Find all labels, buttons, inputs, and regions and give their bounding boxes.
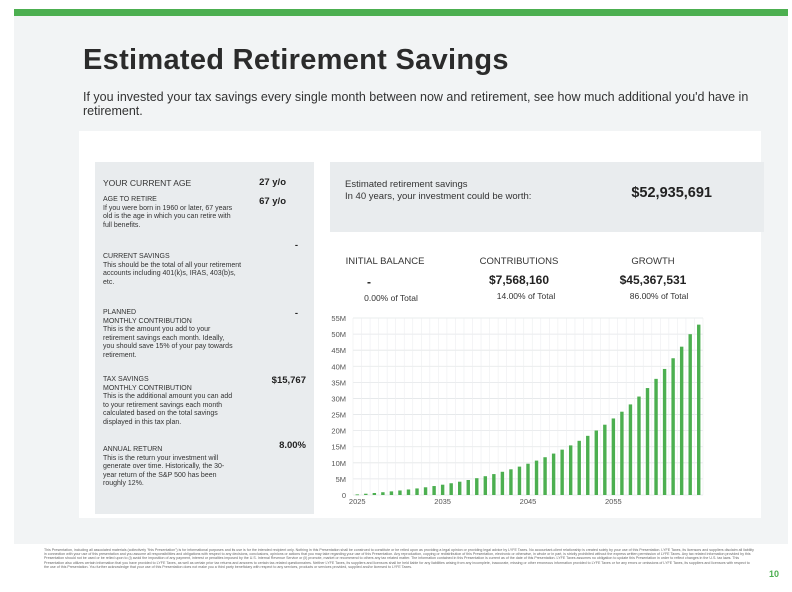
stat-growth-value: $45,367,531 — [619, 273, 687, 287]
stat-growth-head: GROWTH — [631, 256, 675, 267]
annual-return-desc: This is the return your investment will generate over time. Historically, the 30-year return of the S&P 500 has been roughly 12%. — [103, 454, 225, 488]
planned-contribution-value: - — [294, 308, 298, 319]
chart-bar — [441, 485, 444, 495]
chart-bar — [398, 490, 401, 495]
chart-bar — [612, 418, 615, 495]
chart-bar — [569, 445, 572, 495]
chart-bar — [415, 488, 418, 495]
inputs-panel — [95, 162, 314, 514]
chart-bar — [407, 489, 410, 495]
chart-bar — [432, 486, 435, 495]
chart-bar — [586, 436, 589, 495]
y-tick-label: 25M — [331, 410, 346, 420]
annual-return-value: 8.00% — [279, 440, 306, 451]
chart-bar — [449, 483, 452, 495]
current-savings-desc: This should be the total of all your retirement accounts including 401(k)s, IRAS, 403(b)s, etc. — [103, 261, 242, 286]
chart-bar — [467, 480, 470, 495]
chart-bar — [373, 493, 376, 495]
current-age-value: 27 y/o — [259, 177, 286, 188]
tax-savings-label: TAX SAVINGS — [103, 376, 149, 383]
top-accent-bar — [14, 9, 788, 16]
chart-bar — [654, 379, 657, 495]
stat-growth — [603, 256, 703, 301]
current-age-label: YOUR CURRENT AGE — [103, 178, 192, 188]
chart-bar — [475, 478, 478, 495]
chart-bar — [637, 397, 640, 495]
y-tick-label: 40M — [331, 362, 346, 372]
current-savings-block — [103, 253, 243, 287]
tax-savings-desc: This is the additional amount you can add to your retirement savings each month calculated based on the total savings displayed in this tax plan. — [103, 393, 233, 426]
y-tick-label: 10M — [331, 458, 346, 468]
tax-savings-block — [103, 376, 233, 428]
result-label — [345, 179, 531, 203]
page-number: 10 — [769, 569, 780, 579]
chart-bar — [458, 482, 461, 495]
chart-bar — [603, 425, 606, 495]
chart-bar — [501, 472, 504, 495]
y-tick-label: 5M — [335, 474, 346, 484]
result-label-line1: Estimated retirement savings — [345, 179, 468, 190]
stat-initial-value: - — [367, 275, 371, 289]
y-tick-label: 0 — [341, 491, 346, 500]
chart-bar — [381, 492, 384, 495]
chart-bar — [663, 369, 666, 495]
chart-bar — [671, 358, 674, 495]
savings-growth-chart — [326, 308, 716, 508]
chart-bar — [560, 450, 563, 495]
chart-bar — [620, 412, 623, 495]
x-tick-label: 2045 — [519, 497, 537, 506]
chart-bar — [424, 487, 427, 495]
stat-contributions — [470, 256, 568, 301]
result-box — [330, 162, 764, 232]
annual-return-label: ANNUAL RETURN — [103, 446, 163, 453]
result-label-line2: In 40 years, your investment could be worth: — [345, 191, 532, 202]
chart-bar — [535, 461, 538, 495]
chart-bar — [688, 334, 691, 495]
y-axis-ticks — [331, 314, 346, 500]
stat-contributions-head: CONTRIBUTIONS — [479, 256, 559, 267]
chart-bar — [518, 467, 521, 495]
chart-bar — [578, 441, 581, 495]
age-to-retire-value: 67 y/o — [259, 196, 286, 207]
y-tick-label: 55M — [331, 314, 346, 323]
chart-bar — [492, 474, 495, 495]
stat-initial — [336, 256, 434, 303]
y-tick-label: 35M — [331, 378, 346, 388]
chart-bar — [680, 347, 683, 495]
chart-bar — [356, 494, 359, 495]
y-tick-label: 30M — [331, 394, 346, 404]
age-to-retire-label: AGE TO RETIRE — [103, 196, 157, 203]
chart-bar — [552, 454, 555, 495]
current-savings-value: - — [294, 240, 298, 251]
result-value: $52,935,691 — [631, 185, 712, 201]
y-tick-label: 15M — [331, 442, 346, 452]
planned-contribution-block — [103, 309, 233, 361]
stat-contributions-value: $7,568,160 — [488, 273, 550, 287]
annual-return-block — [103, 446, 233, 489]
disclaimer-text: This Presentation, including all associated materials (collectively "this Presentation") is for informational purposes and its use is for the intended recipient only. Nothing in this Presentation shall be construed to constitute or be relied upon as providing a legal opinion or providing legal advice by LYFE Taxes. No accountant-client relationship is created solely by your use of this Presentation. LYFE Taxes, its licensors and suppliers disclaim all liability in connection with your use of this presentation and you assume all responsibilities and obligations with respect to any decisions, conclusions, opinions or actions that you may take regarding your use of this Presentation. Any reproduction, copying or redistribution of this Presentation, electronic or otherwise, in whole or in part, is strictly prohibited without the express written permission of LYFE Taxes. Any tax related information provided by this Presentation should not be used or be relied upon to (i) avoid the imposition of any payment, interest or penalties imposed by the U.S. Internal Revenue Service or (ii) promote, market or recommend to others any tax related matter. The information contained in this Presentation is current as of the date of this Presentation. LYFE Taxes assumes no obligation to update this Presentation in order to reflect changes in the U.S. tax laws. This Presentation also utilizes certain information that you have provided to LYFE Taxes, as well as certain prior tax returns and answers to certain tax-related questionnaires. Neither LYFE Taxes, its suppliers and licensors shall be held liable for any liabilities arising from any incomplete, inaccurate, missing or other erroneous information provided to LYFE Taxes or for any errors or omissions of LYFE Taxes, its suppliers and licensors with respect to the use of this Presentation. You further acknowledge that your use of this Presentation does not make you a third party beneficiary with respect to any services, products or services provided, supplied and/or licensed to LYFE Taxes. — [44, 548, 754, 569]
x-tick-label: 2035 — [434, 497, 451, 506]
x-tick-label: 2025 — [348, 497, 366, 506]
planned-label-2: MONTHLY CONTRIBUTION — [103, 317, 192, 325]
chart-bar — [484, 476, 487, 495]
x-tick-label: 2055 — [605, 497, 622, 506]
chart-bar — [509, 469, 512, 495]
y-tick-label: 50M — [331, 330, 346, 340]
tax-savings-label-2: MONTHLY CONTRIBUTION — [103, 384, 192, 392]
planned-contribution-desc: This is the amount you add to your retirement savings each month. Ideally, you should save 15% of your pay towards retirement. — [103, 326, 233, 359]
chart-bar — [526, 464, 529, 495]
y-tick-label: 20M — [331, 426, 346, 436]
page-subtitle: If you invested your tax savings every single month between now and retirement, see how much additional you'd have in retirement. — [83, 90, 749, 118]
chart-bar — [646, 388, 649, 495]
y-tick-label: 45M — [331, 346, 346, 356]
tax-savings-value: $15,767 — [271, 375, 306, 386]
chart-bar — [543, 457, 546, 495]
current-savings-label: CURRENT SAVINGS — [103, 253, 170, 260]
stat-initial-head: INITIAL BALANCE — [345, 256, 425, 267]
chart-bar — [629, 404, 632, 495]
stat-initial-pct: 0.00% of Total — [364, 293, 418, 303]
chart-bar — [390, 491, 393, 495]
age-to-retire-desc: If you were born in 1960 or later, 67 years old is the age in which you can retire with full benefits. — [103, 204, 233, 229]
x-axis-ticks — [349, 497, 622, 506]
page-title: Estimated Retirement Savings — [83, 44, 509, 76]
age-to-retire-block — [103, 196, 233, 230]
chart-bar — [595, 430, 598, 495]
planned-label: PLANNED — [103, 309, 137, 316]
chart-bar — [364, 494, 367, 495]
stat-growth-pct: 86.00% of Total — [629, 291, 689, 301]
stat-contributions-pct: 14.00% of Total — [496, 291, 556, 301]
chart-bar — [697, 325, 700, 495]
